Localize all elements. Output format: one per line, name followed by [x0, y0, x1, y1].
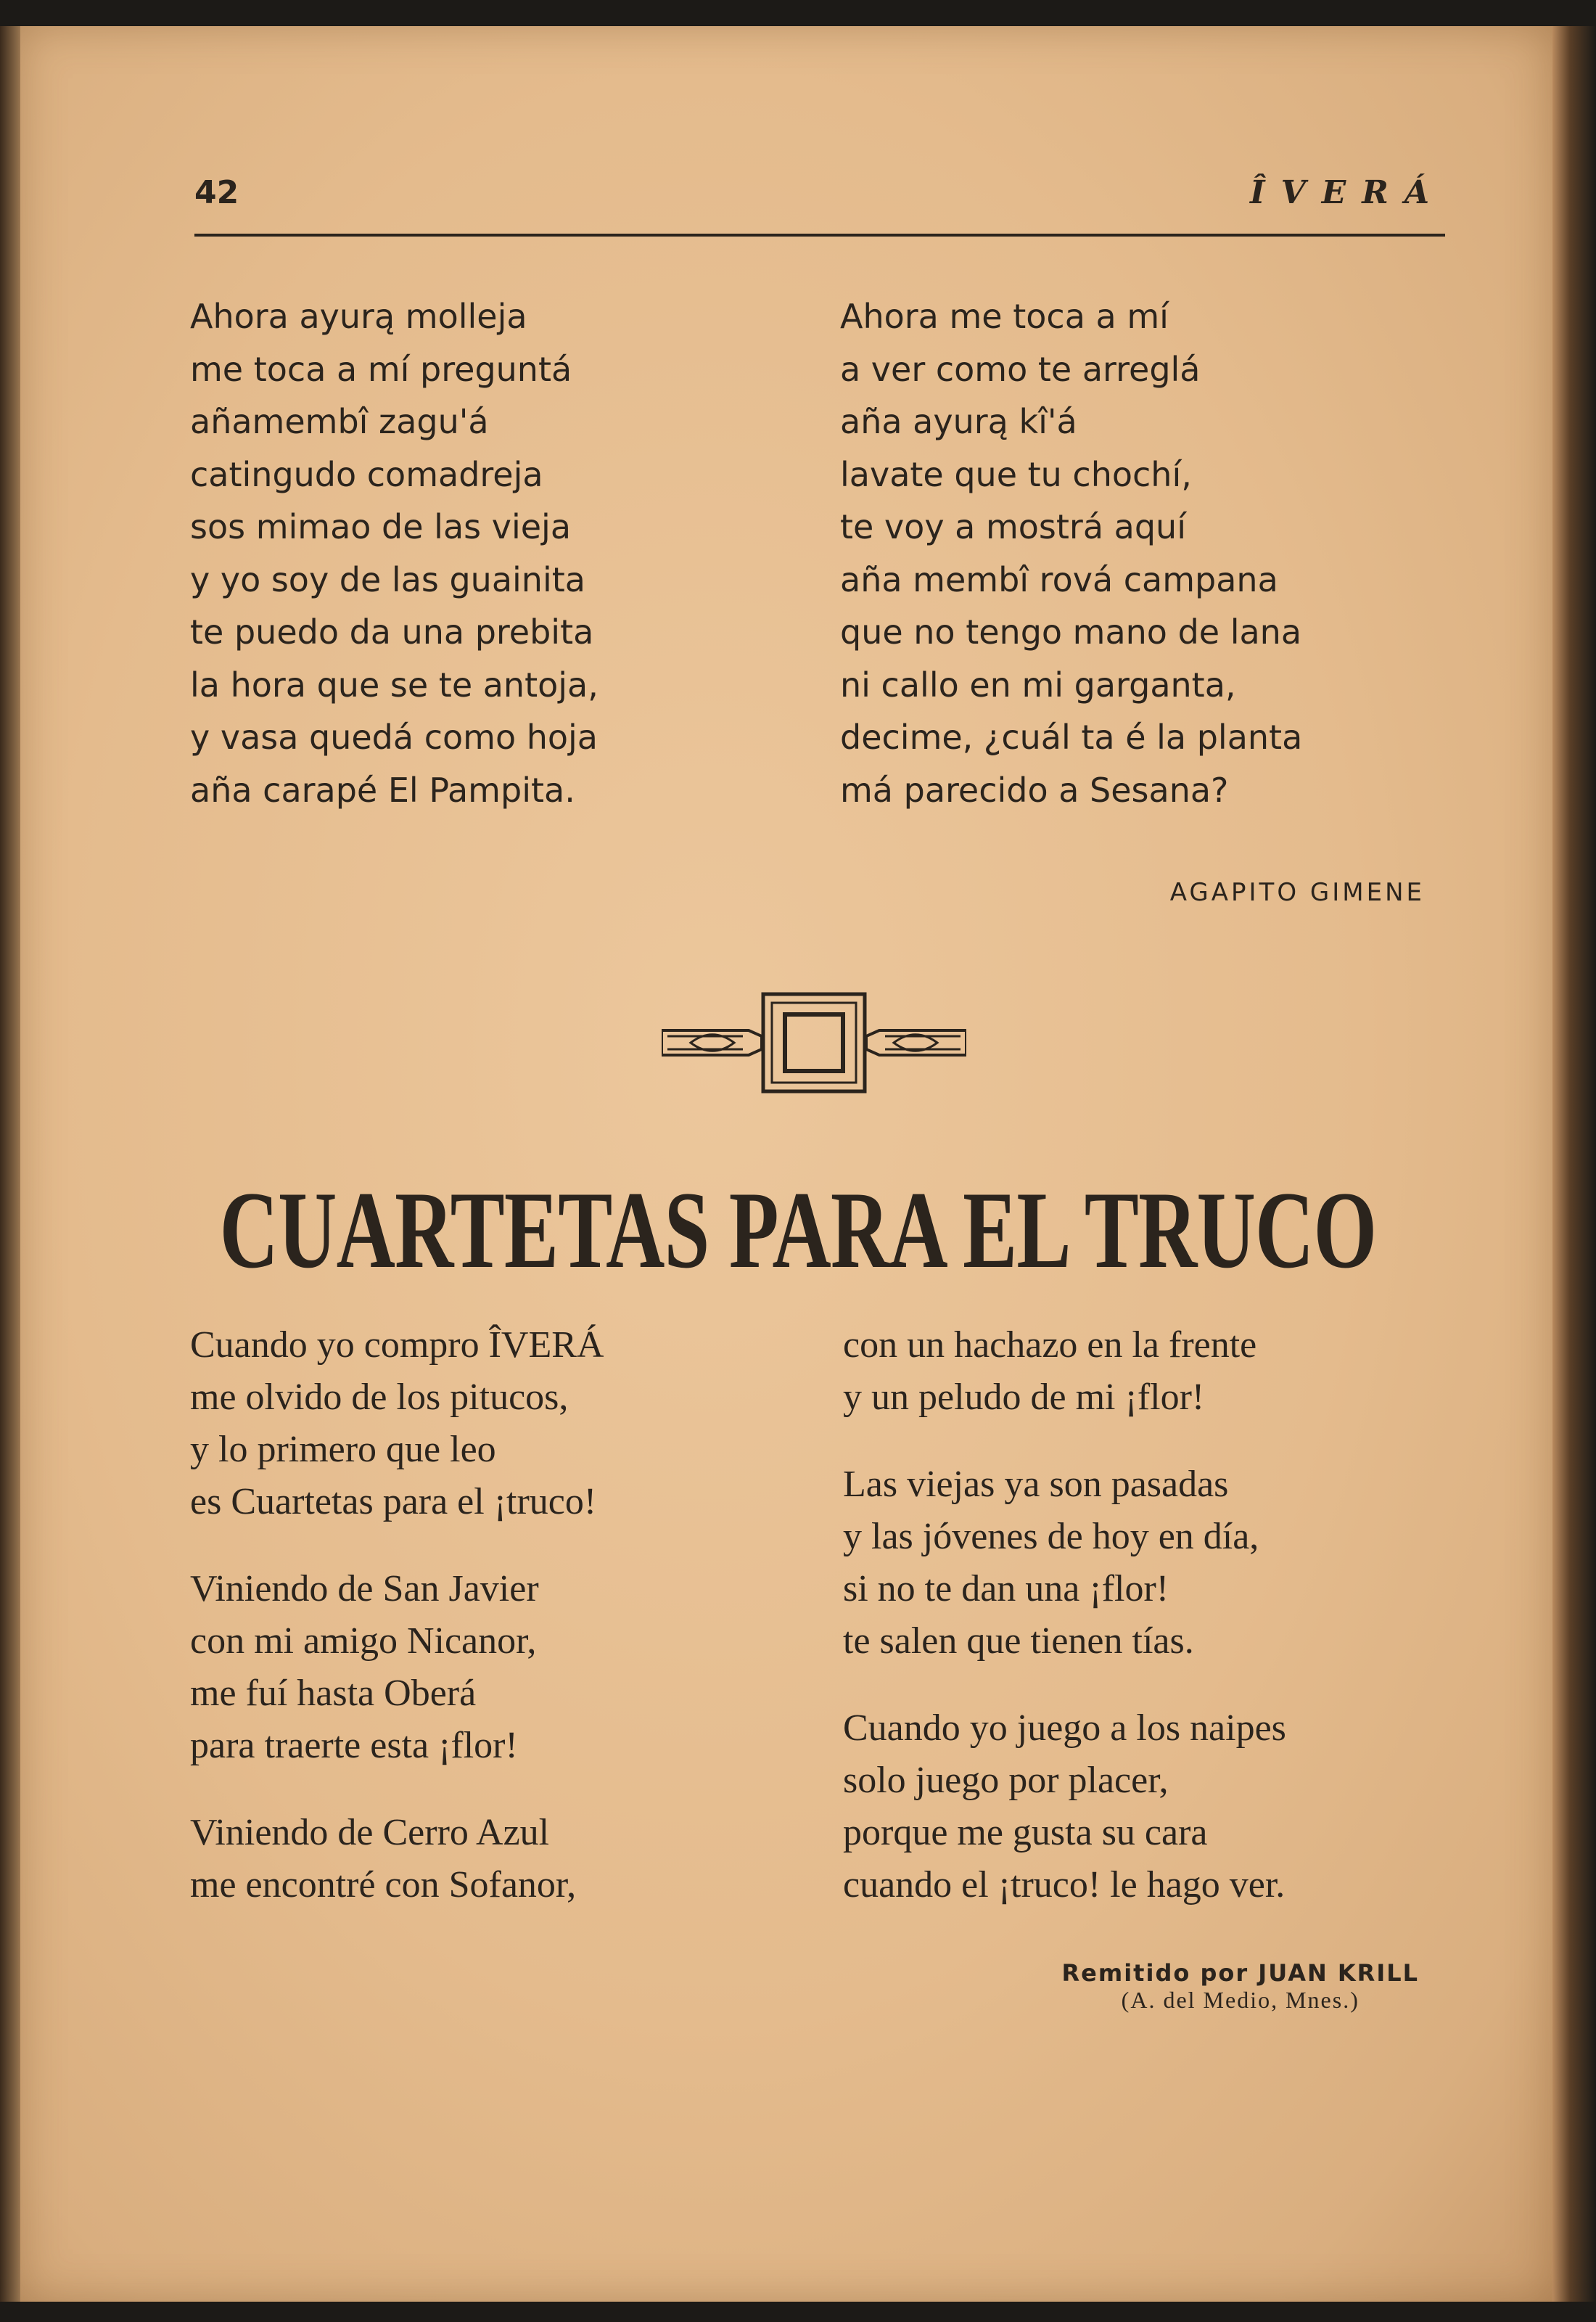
verse-line: para traerte esta ¡flor! — [190, 1725, 518, 1766]
verse-line: Viniendo de San Javier — [190, 1568, 539, 1609]
verse-line: te puedo da una prebita — [190, 612, 594, 652]
verse-line: ni callo en mi garganta, — [840, 665, 1236, 705]
stanza — [190, 1563, 604, 1772]
stanza — [843, 1702, 1286, 1911]
verse-line: te voy a mostrá aquí — [840, 507, 1186, 546]
verse-line: con mi amigo Nicanor, — [190, 1620, 537, 1662]
verse-line: aña carapé El Pampita. — [190, 770, 575, 810]
poem2-title: CUARTETAS PARA EL TRUCO — [219, 1169, 1377, 1291]
verse-line: porque me gusta su cara — [843, 1812, 1208, 1853]
stanza — [843, 1319, 1286, 1424]
verse-line: es Cuartetas para el ¡truco! — [190, 1481, 597, 1522]
verse-line: Las viejas ya son pasadas — [843, 1464, 1229, 1505]
poem2-right-column — [843, 1319, 1286, 1946]
verse-line: solo juego por placer, — [843, 1760, 1169, 1801]
verse-line: la hora que se te antoja, — [190, 665, 598, 705]
header-rule — [194, 234, 1445, 237]
verse-line: má parecido a Sesana? — [840, 770, 1229, 810]
poem2-left-column — [190, 1319, 604, 1946]
verse-line: sos mimao de las vieja — [190, 507, 572, 546]
ornament-divider-icon — [662, 988, 966, 1097]
page-header — [194, 174, 1445, 239]
verse-line: me olvido de los pitucos, — [190, 1377, 569, 1418]
poem2-credit — [1062, 1959, 1419, 2014]
verse-line: decime, ¿cuál ta é la planta — [840, 718, 1303, 757]
stanza — [190, 1319, 604, 1528]
poem1-right-column — [840, 290, 1302, 816]
credit-place: (A. del Medio, Mnes.) — [1121, 1987, 1360, 2013]
credit-line: Remitido por JUAN KRILL — [1061, 1959, 1419, 1987]
verse-line: me encontré con Sofanor, — [190, 1864, 577, 1905]
book-edge-right — [1552, 26, 1596, 2302]
verse-line: Cuando yo juego a los naipes — [843, 1707, 1286, 1749]
verse-line: si no te dan una ¡flor! — [843, 1568, 1169, 1609]
verse-line: añamembî zagu'á — [190, 402, 489, 441]
verse-line: Cuando yo compro ÎVERÁ — [190, 1324, 604, 1366]
verse-line: a ver como te arreglá — [840, 349, 1201, 389]
verse-line: catingudo comadreja — [190, 454, 543, 494]
stanza — [190, 1807, 604, 1911]
stanza — [843, 1459, 1286, 1667]
verse-line: aña ayurą kî'á — [840, 402, 1077, 441]
verse-line: con un hachazo en la frente — [843, 1324, 1257, 1366]
verse-line: Ahora ayurą molleja — [190, 297, 527, 336]
verse-line: y yo soy de las guainita — [190, 559, 585, 599]
verse-line: y lo primero que leo — [190, 1429, 496, 1470]
verse-line: cuando el ¡truco! le hago ver. — [843, 1864, 1286, 1905]
poem1-author: AGAPITO GIMENE — [1169, 878, 1425, 907]
poem1-left-column — [190, 290, 598, 816]
verse-line: y vasa quedá como hoja — [190, 718, 598, 757]
verse-line: lavate que tu chochí, — [840, 454, 1192, 494]
verse-line: que no tengo mano de lana — [840, 612, 1302, 652]
verse-line: me toca a mí preguntá — [190, 349, 572, 389]
verse-line: Ahora me toca a mí — [840, 297, 1169, 336]
running-title: ÎVERÁ — [1250, 174, 1445, 211]
verse-line: Viniendo de Cerro Azul — [190, 1812, 550, 1853]
verse-line: aña membî rová campana — [840, 559, 1278, 599]
verse-line: y las jóvenes de hoy en día, — [843, 1516, 1259, 1557]
page-number: 42 — [194, 174, 239, 211]
verse-line: me fuí hasta Oberá — [190, 1673, 477, 1714]
verse-line: y un peludo de mi ¡flor! — [843, 1377, 1205, 1418]
verse-line: te salen que tienen tías. — [843, 1620, 1194, 1662]
